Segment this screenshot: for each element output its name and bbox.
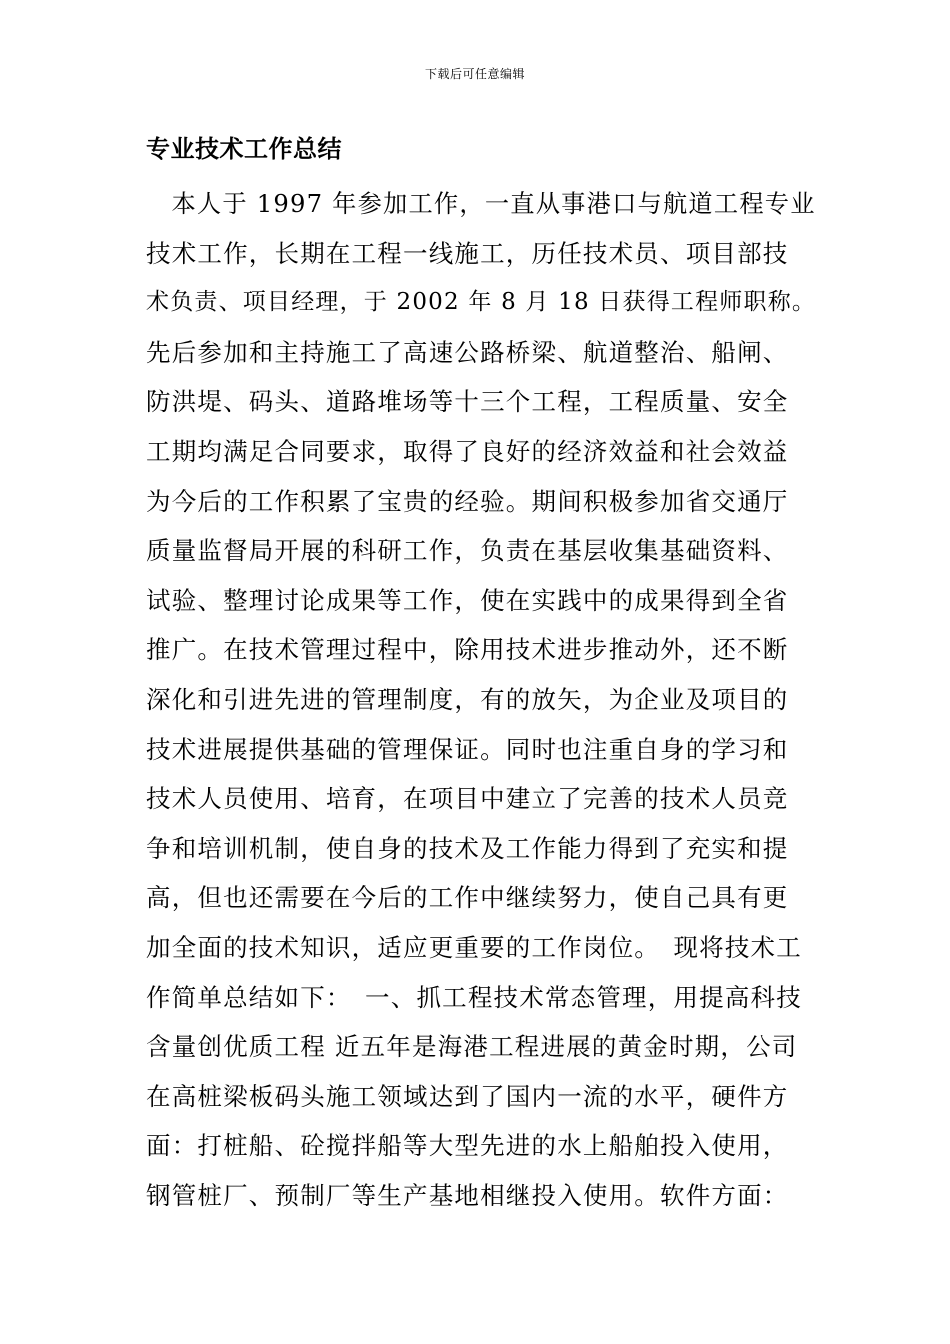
document-title: 专业技术工作总结 [146, 135, 342, 163]
body-line: 本人于 1997 年参加工作，一直从事港口与航道工程专业 [146, 189, 816, 218]
body-line: 作简单总结如下： 一、抓工程技术常态管理，用提高科技 [146, 982, 802, 1012]
document-body [146, 179, 816, 1220]
body-line: 先后参加和主持施工了高速公路桥梁、航道整治、船闸、 [146, 337, 789, 367]
body-line: 深化和引进先进的管理制度，有的放矢，为企业及项目的 [146, 684, 789, 714]
header-note: 下载后可任意编辑 [424, 67, 525, 81]
body-line: 面：打桩船、砼搅拌船等大型先进的水上船舶投入使用， [146, 1131, 789, 1161]
body-line: 加全面的技术知识，适应更重要的工作岗位。 现将技术工 [146, 932, 802, 962]
body-line: 防洪堤、码头、道路堆场等十三个工程，工程质量、安全 [146, 387, 789, 417]
body-line: 含量创优质工程 近五年是海港工程进展的黄金时期，公司 [146, 1032, 798, 1062]
body-line: 高，但也还需要在今后的工作中继续努力，使自己具有更 [146, 883, 789, 913]
body-line: 为今后的工作积累了宝贵的经验。期间积极参加省交通厅 [146, 486, 789, 516]
body-line: 争和培训机制，使自身的技术及工作能力得到了充实和提 [146, 833, 789, 863]
body-line: 工期均满足合同要求，取得了良好的经济效益和社会效益 [146, 436, 789, 466]
body-line: 试验、整理讨论成果等工作，使在实践中的成果得到全省 [146, 585, 789, 615]
body-line: 技术人员使用、培育，在项目中建立了完善的技术人员竞 [146, 784, 789, 814]
body-line: 术负责、项目经理，于 2002 年 8 月 18 日获得工程师职称。 [146, 289, 817, 316]
body-line: 在高桩梁板码头施工领域达到了国内一流的水平，硬件方 [146, 1081, 789, 1111]
body-line: 技术进展提供基础的管理保证。同时也注重自身的学习和 [146, 734, 789, 764]
body-line: 钢管桩厂、预制厂等生产基地相继投入使用。软件方面： [146, 1180, 789, 1210]
body-line: 技术工作，长期在工程一线施工，历任技术员、项目部技 [146, 238, 789, 268]
body-line: 推广。在技术管理过程中，除用技术进步推动外，还不断 [146, 635, 789, 665]
body-line: 质量监督局开展的科研工作，负责在基层收集基础资料、 [146, 536, 789, 566]
